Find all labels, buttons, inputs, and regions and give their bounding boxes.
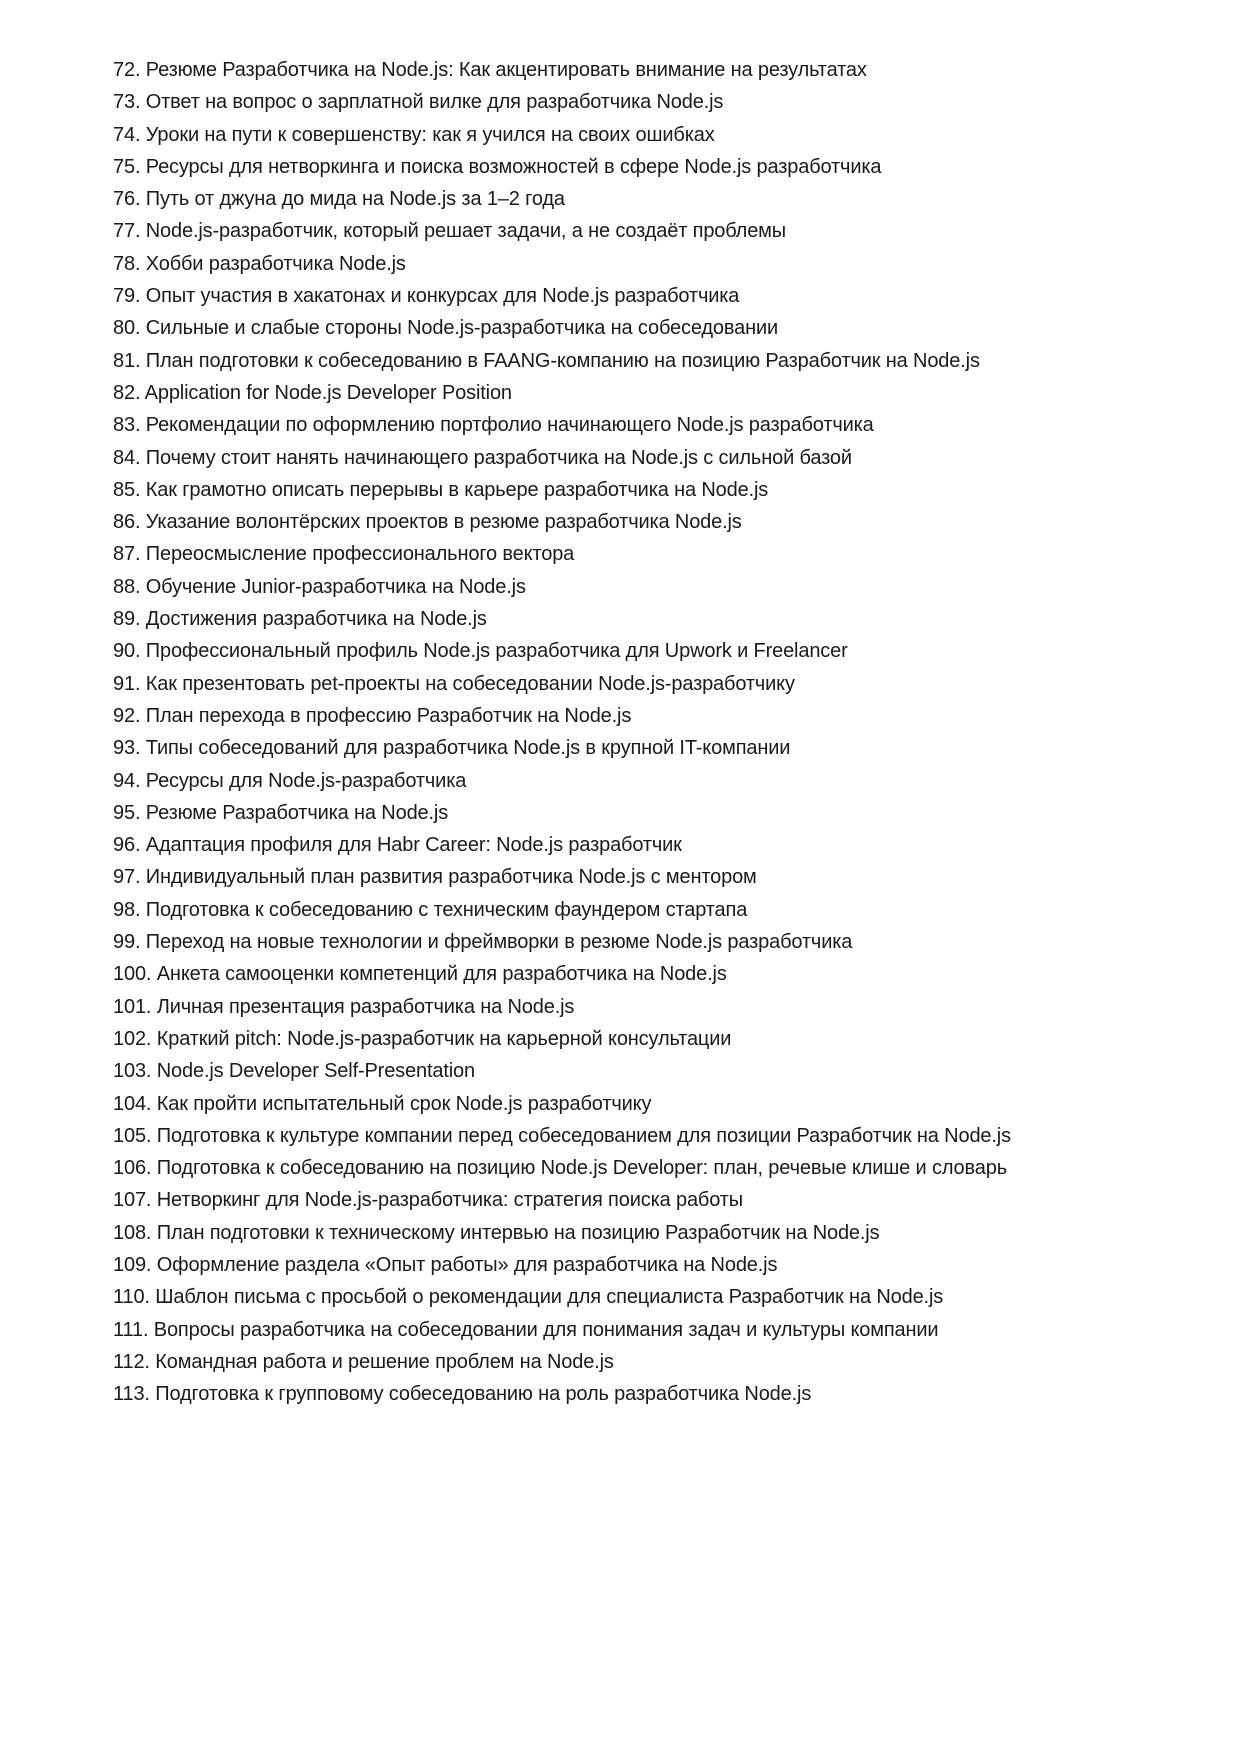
list-item: 109. Оформление раздела «Опыт работы» для разработчика на Node.js: [113, 1253, 778, 1276]
list-item: 104. Как пройти испытательный срок Node.js разработчику: [113, 1092, 652, 1115]
list-item: 112. Командная работа и решение проблем на Node.js: [113, 1350, 614, 1373]
list-item: 111. Вопросы разработчика на собеседовании для понимания задач и культуры компании: [113, 1318, 939, 1341]
list-item: 110. Шаблон письма с просьбой о рекомендации для специалиста Разработчик на Node.js: [113, 1286, 944, 1309]
list-item: 78. Хобби разработчика Node.js: [113, 252, 406, 275]
list-item: 107. Нетворкинг для Node.js-разработчика: стратегия поиска работы: [113, 1189, 744, 1212]
list-item: 75. Ресурсы для нетворкинга и поиска возможностей в сфере Node.js разработчика: [113, 155, 882, 178]
list-item: 101. Личная презентация разработчика на Node.js: [113, 995, 575, 1018]
list-item: 80. Сильные и слабые стороны Node.js-разработчика на собеседовании: [113, 317, 779, 340]
list-item: 76. Путь от джуна до мида на Node.js за 1–2 года: [113, 188, 565, 211]
list-item: 93. Типы собеседований для разработчика Node.js в крупной IT-компании: [113, 737, 791, 760]
list-item: 95. Резюме Разработчика на Node.js: [113, 801, 449, 824]
list-item: 92. План перехода в профессию Разработчик на Node.js: [113, 704, 632, 727]
list-item: 72. Резюме Разработчика на Node.js: Как акцентировать внимание на результатах: [113, 59, 867, 81]
list-item: 82. Application for Node.js Developer Position: [113, 381, 512, 404]
list-item: 91. Как презентовать pet-проекты на собеседовании Node.js-разработчику: [113, 672, 795, 695]
list-item: 99. Переход на новые технологии и фреймворки в резюме Node.js разработчика: [113, 931, 853, 954]
list-item: 103. Node.js Developer Self-Presentation: [113, 1060, 475, 1083]
list-item: 87. Переосмысление профессионального вектора: [113, 543, 575, 566]
list-item: 77. Node.js-разработчик, который решает задачи, а не создаёт проблемы: [113, 220, 786, 243]
list-item: 84. Почему стоит нанять начинающего разработчика на Node.js с сильной базой: [113, 446, 852, 469]
list-item: 96. Адаптация профиля для Habr Career: Node.js разработчик: [113, 834, 682, 857]
list-item: 100. Анкета самооценки компетенций для разработчика на Node.js: [113, 963, 727, 986]
list-item: 108. План подготовки к техническому интервью на позицию Разработчик на Node.js: [113, 1221, 880, 1244]
list-item: 79. Опыт участия в хакатонах и конкурсах для Node.js разработчика: [113, 285, 740, 308]
list-item: 105. Подготовка к культуре компании перед собеседованием для позиции Разработчик на Node.js: [113, 1124, 1011, 1147]
list-item: 73. Ответ на вопрос о зарплатной вилке для разработчика Node.js: [113, 91, 724, 114]
list-item: 83. Рекомендации по оформлению портфолио начинающего Node.js разработчика: [113, 414, 874, 437]
list-item: 74. Уроки на пути к совершенству: как я учился на своих ошибках: [113, 123, 715, 146]
list-item: 86. Указание волонтёрских проектов в резюме разработчика Node.js: [113, 511, 742, 534]
list-item: 81. План подготовки к собеседованию в FAANG-компанию на позицию Разработчик на Node.js: [113, 349, 980, 372]
list-item: 113. Подготовка к групповому собеседованию на роль разработчика Node.js: [113, 1383, 812, 1406]
list-item: 106. Подготовка к собеседованию на позицию Node.js Developer: план, речевые клише и словарь: [113, 1157, 1007, 1180]
list-item: 89. Достижения разработчика на Node.js: [113, 608, 487, 631]
document-page: [113, 54, 1088, 1410]
list-item: 88. Обучение Junior-разработчика на Node.js: [113, 575, 526, 598]
list-item: 102. Краткий pitch: Node.js-разработчик на карьерной консультации: [113, 1027, 732, 1050]
list-item: 94. Ресурсы для Node.js-разработчика: [113, 769, 467, 792]
list-item: 98. Подготовка к собеседованию с техническим фаундером стартапа: [113, 898, 748, 921]
list-item: 97. Индивидуальный план развития разработчика Node.js с ментором: [113, 866, 757, 889]
topic-list: [113, 54, 1088, 1410]
list-item: 85. Как грамотно описать перерывы в карьере разработчика на Node.js: [113, 478, 769, 501]
list-item: 90. Профессиональный профиль Node.js разработчика для Upwork и Freelancer: [113, 640, 848, 663]
